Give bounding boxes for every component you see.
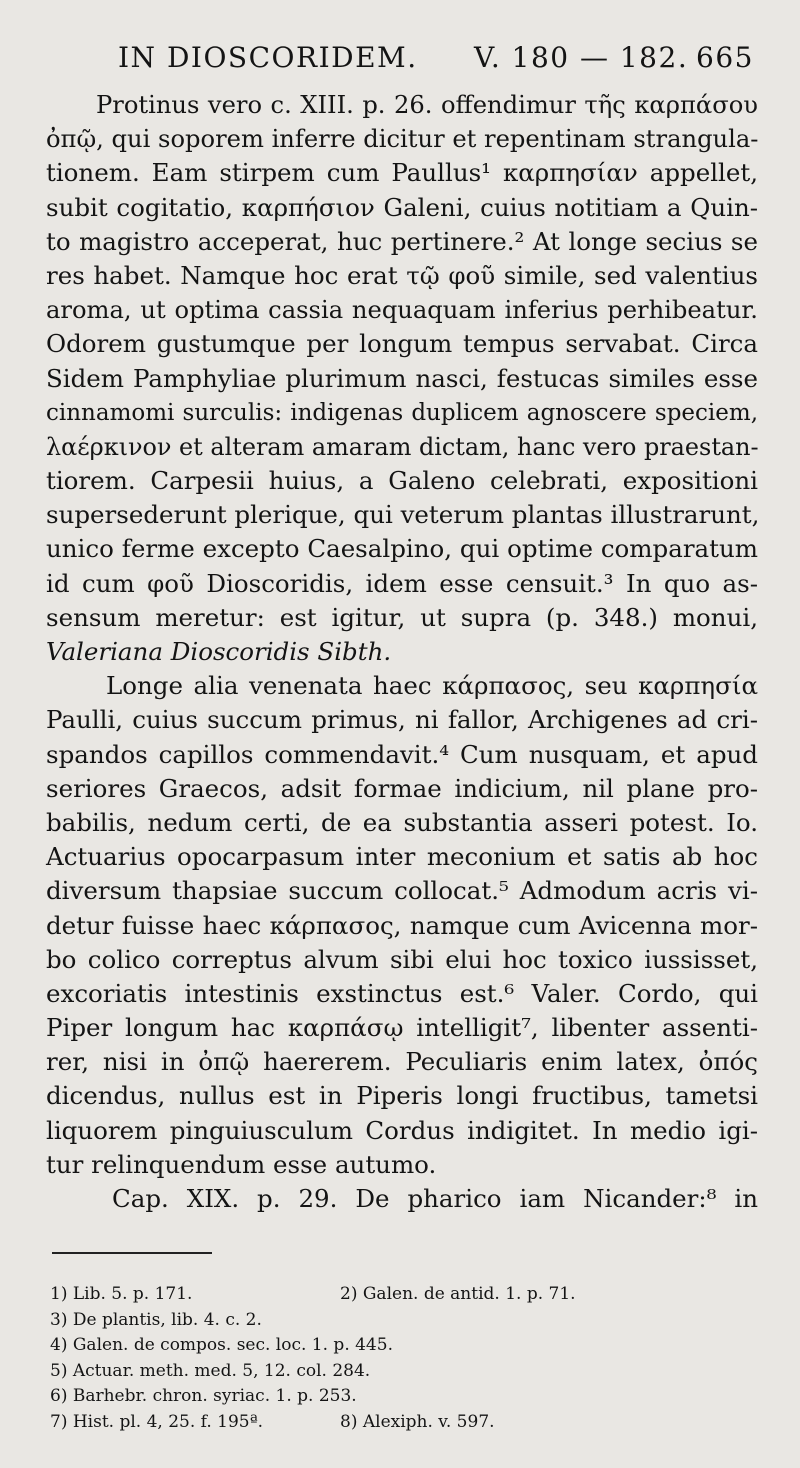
text-line: aroma, ut optima cassia nequaquam inferius perhibeatur. (46, 296, 758, 325)
footnote: 3) De plantis, lib. 4. c. 2. (50, 1309, 262, 1330)
text-line: Valeriana Dioscoridis Sibth. (46, 637, 392, 666)
text-line: to magistro acceperat, huc pertinere.² At longe secius se (46, 226, 758, 256)
text-line: detur fuisse haec κάρπασος, namque cum Avicenna mor- (46, 910, 758, 940)
footnotes (50, 1282, 750, 1435)
text-line: tiorem. Carpesii huius, a Galeno celebrati, expositioni (46, 466, 758, 496)
running-header (118, 30, 754, 86)
text-line: Cap. XIX. p. 29. De pharico iam Nicander:⁸ in (112, 1184, 758, 1213)
text-line: dicendus, nullus est in Piperis longi fructibus, tametsi (46, 1081, 758, 1111)
text-line: tur relinquendum esse autumo. (46, 1149, 437, 1179)
text-line: unico ferme excepto Caesalpino, qui optime comparatum (46, 534, 758, 564)
text-line: liquorem pinguiusculum Cordus indigitet. In medio igi- (46, 1115, 758, 1145)
main-text (46, 88, 758, 1216)
footnote-row (50, 1410, 750, 1436)
text-line: Actuarius opocarpasum inter meconium et satis ab hoc (46, 842, 758, 872)
text-line: cinnamomi surculis: indigenas duplicem agnoscere speciem, (46, 399, 758, 426)
text-line: rer, nisi in ὀπῷ haererem. Peculiaris enim latex, ὀπός (46, 1047, 758, 1077)
running-title: IN DIOSCORIDEM. (118, 41, 418, 74)
text-line: spandos capillos commendavit.⁴ Cum nusquam, et apud (46, 739, 758, 769)
footnote: 2) Galen. de antid. 1. p. 71. (340, 1284, 576, 1304)
text-line: seriores Graecos, adsit formae indicium, nil plane pro- (46, 773, 758, 803)
page-number: 665 (696, 41, 754, 74)
footnote: 1) Lib. 5. p. 171. (50, 1284, 193, 1304)
text-line: Protinus vero c. XIII. p. 26. offendimur τῆς καρπάσου (96, 91, 758, 119)
text-line: Odorem gustumque per longum tempus servabat. Circa (46, 329, 758, 359)
text-line: excoriatis intestinis exstinctus est.⁶ Valer. Cordo, qui (46, 978, 758, 1008)
footnote-rule (52, 1252, 212, 1254)
footnote: 6) Barhebr. chron. syriac. 1. p. 253. (50, 1386, 357, 1406)
text-line: tionem. Eam stirpem cum Paullus¹ καρπησίαν appellet, (46, 158, 758, 188)
text-line: Paulli, cuius succum primus, ni fallor, Archigenes ad cri- (46, 705, 758, 735)
text-line: λαέρκινον et alteram amaram dictam, hanc vero praestan- (46, 432, 759, 461)
footnote: 7) Hist. pl. 4, 25. f. 195ª. (50, 1411, 264, 1432)
text-line: babilis, nedum certi, de ea substantia asseri potest. Io. (46, 807, 758, 837)
text-line: sensum meretur: est igitur, ut supra (p. 348.) monui, (46, 602, 758, 632)
footnote: 8) Alexiph. v. 597. (340, 1411, 495, 1432)
footnote: 5) Actuar. meth. med. 5, 12. col. 284. (50, 1360, 371, 1381)
chapter-range: V. 180 — 182. (474, 41, 689, 74)
text-line: bo colico correptus alvum sibi elui hoc toxico iussisset, (46, 944, 758, 974)
text-line: Longe alia venenata haec κάρπασος, seu καρπησία (106, 671, 758, 701)
text-line: Sidem Pamphyliae plurimum nasci, festucas similes esse (46, 363, 758, 393)
footnote: 4) Galen. de compos. sec. loc. 1. p. 445. (50, 1335, 393, 1355)
footnote-row (50, 1282, 750, 1308)
text-line: res habet. Namque hoc erat τῷ φοῦ simile, sed valentius (46, 260, 758, 290)
text-line: Piper longum hac καρπάσῳ intelligit⁷, libenter assenti- (46, 1013, 758, 1043)
text-line: id cum φοῦ Dioscoridis, idem esse censuit.³ In quo as- (46, 568, 758, 598)
text-line: ὀπῷ, qui soporem inferre dicitur et repentinam strangula- (46, 125, 759, 154)
text-line: diversum thapsiae succum collocat.⁵ Admodum acris vi- (46, 876, 758, 906)
text-line: subit cogitatio, καρπήσιον Galeni, cuius notitiam a Quin- (46, 192, 758, 222)
text-line: supersederunt plerique, qui veterum plantas illustrarunt, (46, 500, 760, 530)
